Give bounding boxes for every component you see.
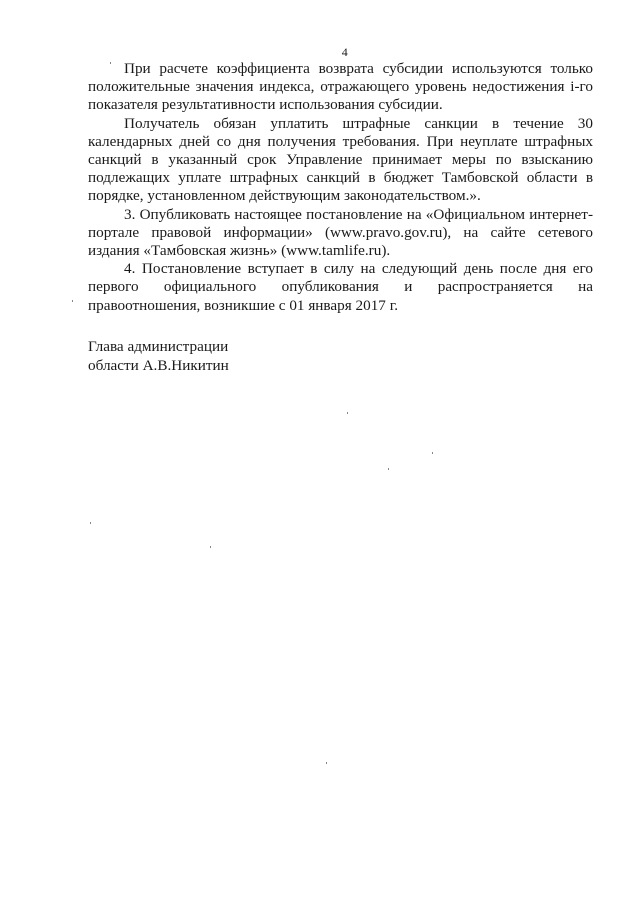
scan-speck [72,300,73,302]
signature-block [88,338,229,375]
scan-speck [110,62,111,64]
paragraph-publication: 3. Опубликовать настоящее постановление на «Официальном интернет-портале правовой информации» (www.pravo.gov.ru), на сайте сетевого издания «Тамбовская жизнь» (www.tamlife.ru). [88,205,593,260]
scan-speck [210,546,211,548]
paragraph-subsidy-coefficient: При расчете коэффициента возврата субсидии используются только положительные значения индекса, отражающего уровень недостижения i-го показателя результативности использования субсидии. [88,60,593,114]
scan-speck [432,452,433,454]
signature-name: области А.В.Никитин [88,356,229,374]
scan-speck [326,762,327,764]
paragraph-effective-date: 4. Постановление вступает в силу на следующий день после дня его первого официального опубликования и распространяется на правоотношения, возникшие с 01 января 2017 г. [88,260,593,314]
scan-speck [347,412,348,414]
page-number: 4 [341,45,349,59]
document-body [88,60,593,315]
scan-speck [90,522,91,524]
signature-title: Глава администрации [88,338,229,355]
paragraph-penalty: Получатель обязан уплатить штрафные санкции в течение 30 календарных дней со дня получения требования. При неуплате штрафных санкций в указанный срок Управление принимает меры по взысканию подлежащих уплате штрафных санкций в бюджет Тамбовской области в порядке, установленном действующим законодательством.». [88,114,593,205]
scan-speck [388,468,389,470]
